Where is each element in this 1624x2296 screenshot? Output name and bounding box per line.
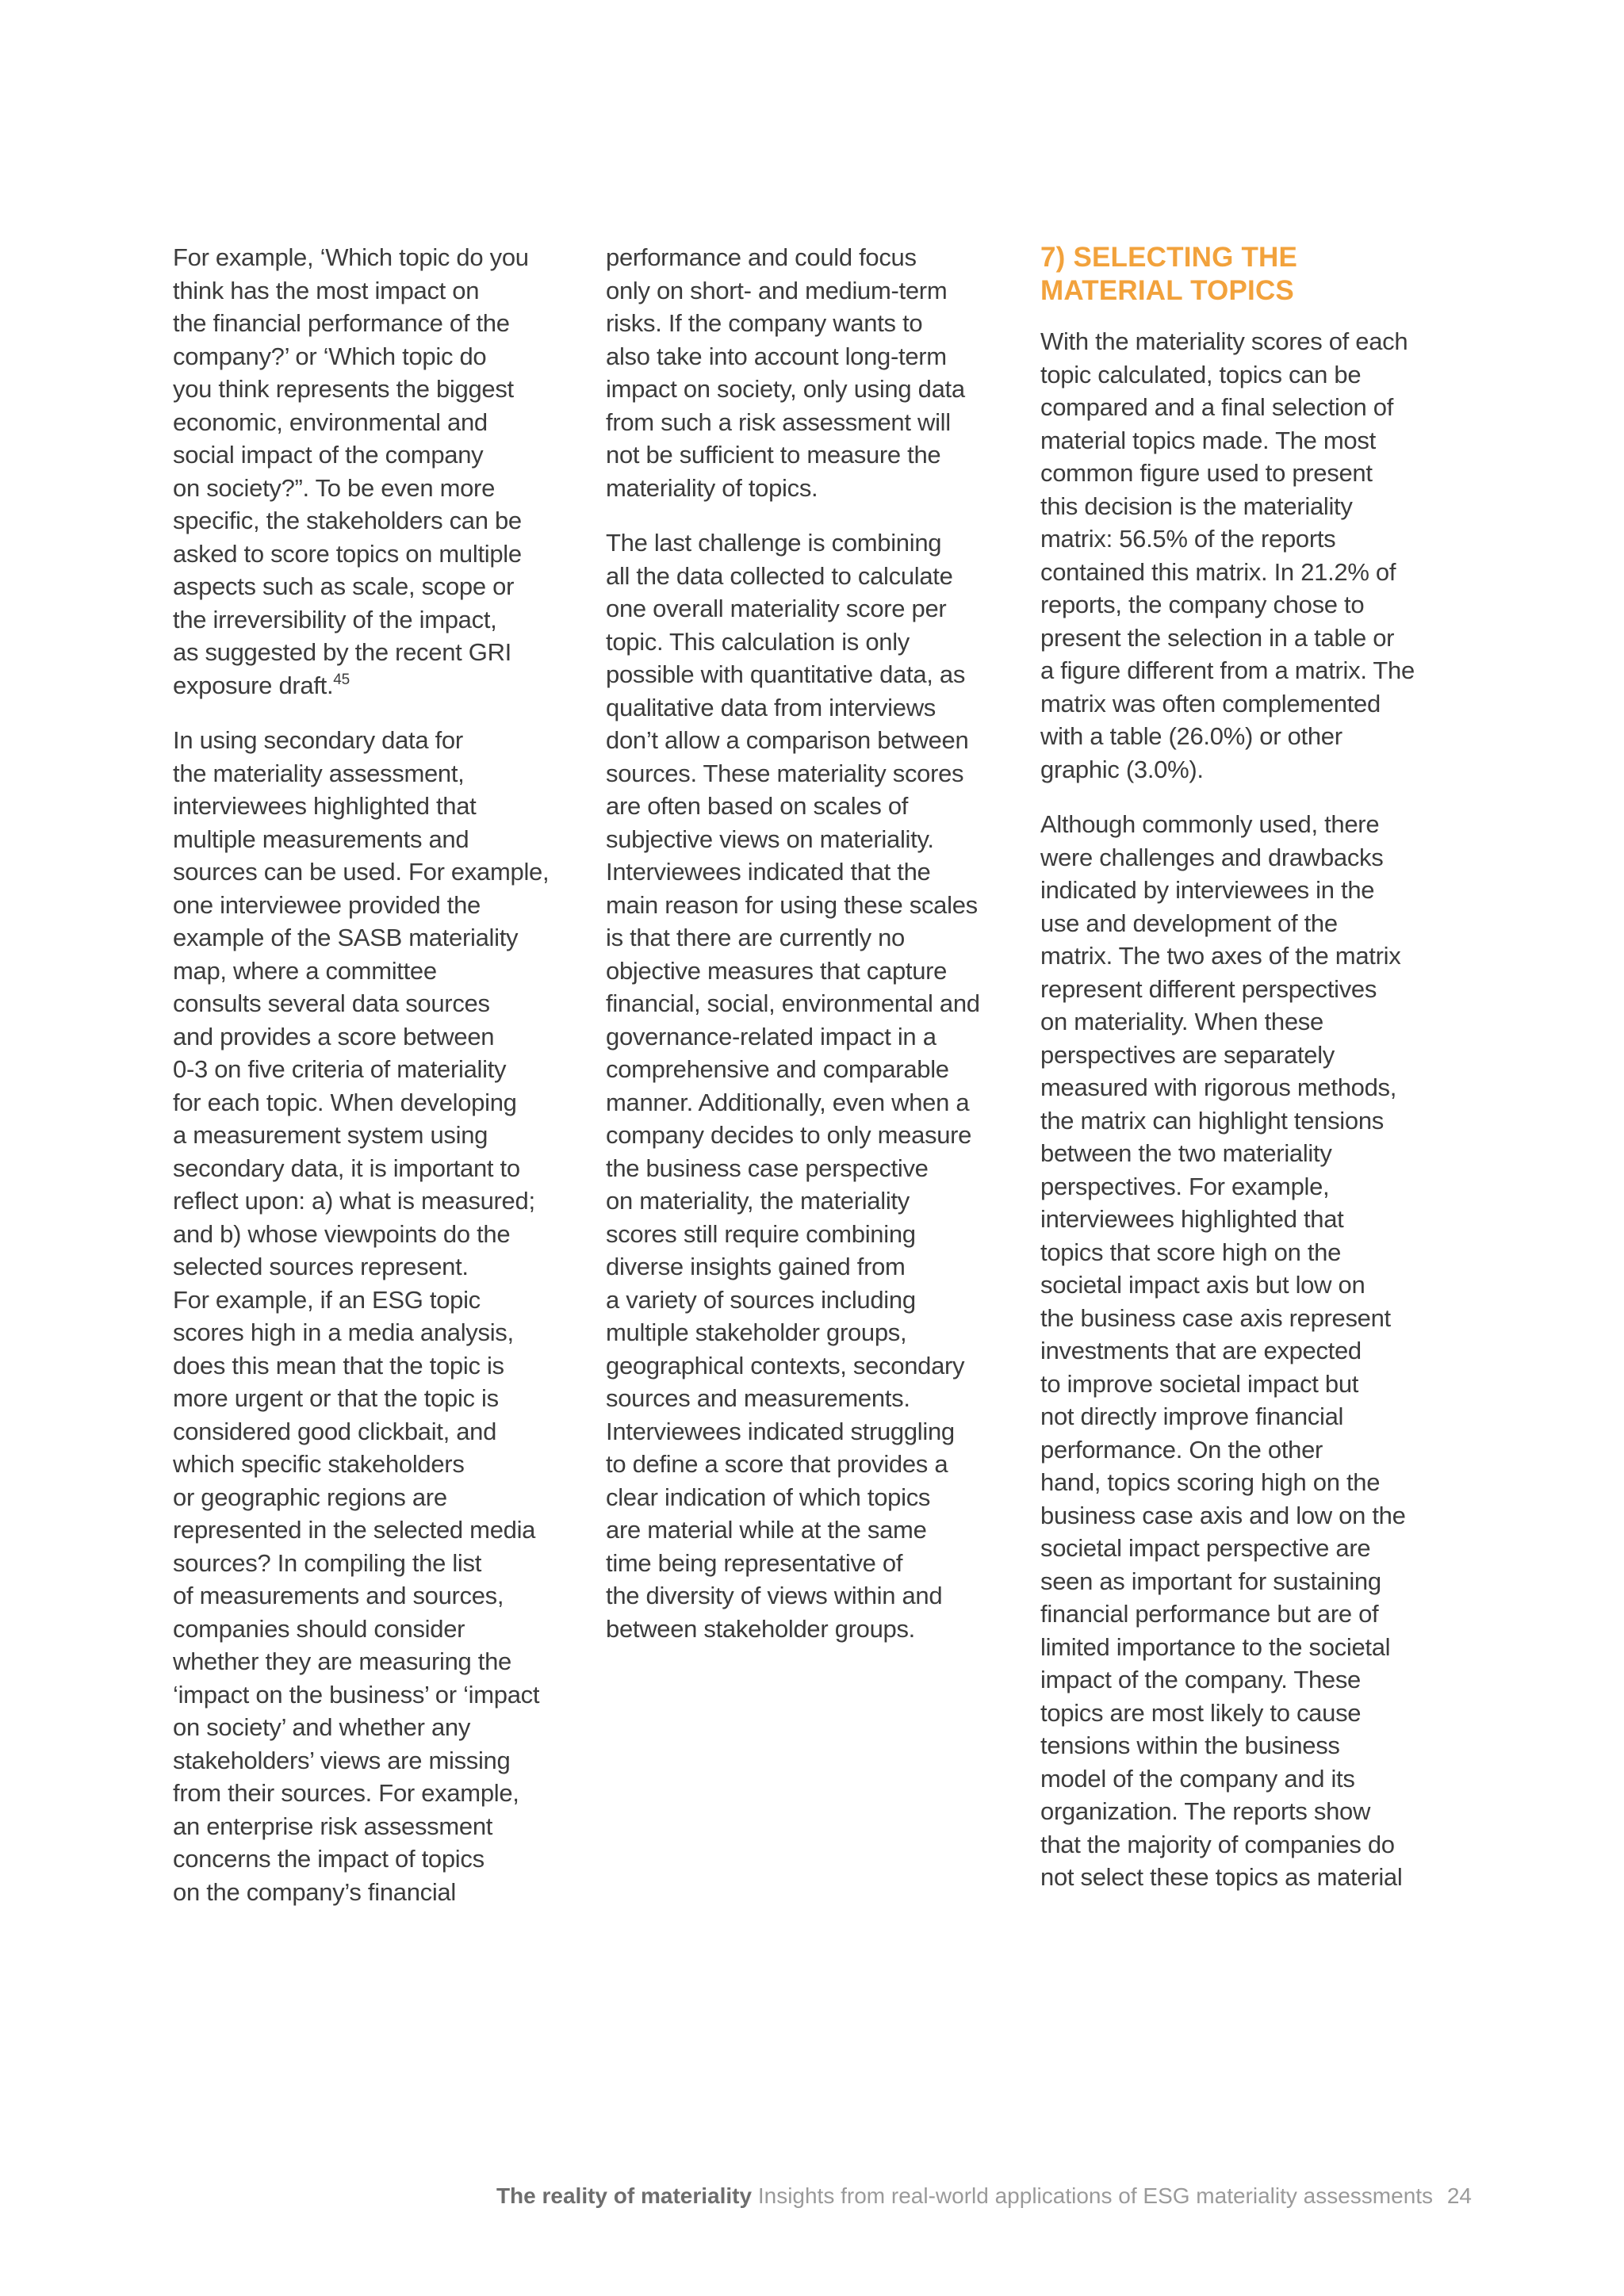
text-column-3 <box>1040 241 1453 1894</box>
page-number: 24 <box>1446 2183 1472 2208</box>
section-heading: 7) SELECTING THE MATERIAL TOPICS <box>1040 242 1298 306</box>
body-paragraph: The last challenge is combining all the data collected to calculate one overall materiality score per topic. This calculation is only possible with quantitative data, as qualitative data from interviews don’t allow a comparison between sources. These materiality scores are often based on scales of subjective views on materiality. Interviewees indicated that the main reason for using these scales is that there are currently no objective measures that capture financial, social, environmental and governance-related impact in a comprehensive and comparable manner. Additionally, even when a company decides to only measure the business case perspective on materiality, the materiality scores still require combining diverse insights gained from a variety of sources including multiple stakeholder groups, geographical contexts, secondary sources and measurements. Interviewees indicated struggling to define a score that provides a clear indication of which topics are material while at the same time being representative of the diversity of views within and between stakeholder groups. <box>606 529 980 1643</box>
report-title: The reality of materiality <box>496 2183 753 2208</box>
body-paragraph: performance and could focus only on short- and medium-term risks. If the company wants to also take into account long-term impact on society, only using data from such a risk assessment will not be sufficient to measure the materiality of topics. <box>606 243 965 502</box>
report-subtitle: Insights from real-world applications of ESG materiality assessments <box>757 2183 1434 2208</box>
body-paragraph <box>173 241 585 702</box>
body-paragraph: In using secondary data for the materiality assessment, interviewees highlighted that multiple measurements and sources can be used. For example, one interviewee provided the example of the SASB materiality map, where a committee consults several data sources and provides a score between 0-3 on five criteria of materiality for each topic. When developing a measurement system using secondary data, it is important to reflect upon: a) what is measured; and b) whose viewpoints do the selected sources represent. For example, if an ESG topic scores high in a media analysis, does this mean that the topic is more urgent or that the topic is considered good clickbait, and which specific stakeholders or geographic regions are represented in the selected media sources? In compiling the list of measurements and sources, companies should consider whether they are measuring the ‘impact on the business’ or ‘impact on society’ and whether any stakeholders’ views are missing from their sources. For example, an enterprise risk assessment concerns the impact of topics on the company’s financial <box>173 726 550 1906</box>
footnote-reference[interactable]: 45 <box>333 671 350 688</box>
body-paragraph: With the materiality scores of each topic calculated, topics can be compared and a final selection of material topics made. The most common figure used to present this decision is the materiality matrix: 56.5% of the reports contained this matrix. In 21.2% of reports, the company chose to present the selection in a table or a figure different from a matrix. The matrix was often complemented with a table (26.0%) or other graphic (3.0%). <box>1040 327 1415 783</box>
text-column-1 <box>173 241 585 1908</box>
paragraph-text: For example, ‘Which topic do you think has the most impact on the financial performance of the company?’ or ‘Which topic do you think represents the biggest economic, environmental and social impact of the company on society?”. To be even more specific, the stakeholders can be asked to score topics on multiple aspects such as scale, scope or the irreversibility of the impact, as suggested by the recent GRI exposure draft. <box>173 243 529 699</box>
page-footer <box>496 2182 1472 2210</box>
body-paragraph: Although commonly used, there were challenges and drawbacks indicated by interviewees in the use and development of the matrix. The two axes of the matrix represent different perspectives on materiality. When these perspectives are separately measured with rigorous methods, the matrix can highlight tensions between the two materiality perspectives. For example, interviewees highlighted that topics that score high on the societal impact axis but low on the business case axis represent investments that are expected to improve societal impact but not directly improve financial performance. On the other hand, topics scoring high on the business case axis and low on the societal impact perspective are seen as important for sustaining financial performance but are of limited importance to the societal impact of the company. These topics are most likely to cause tensions within the business model of the company and its organization. The reports show that the majority of companies do not select these topics as material <box>1040 810 1406 1891</box>
text-column-2 <box>606 241 1018 1645</box>
